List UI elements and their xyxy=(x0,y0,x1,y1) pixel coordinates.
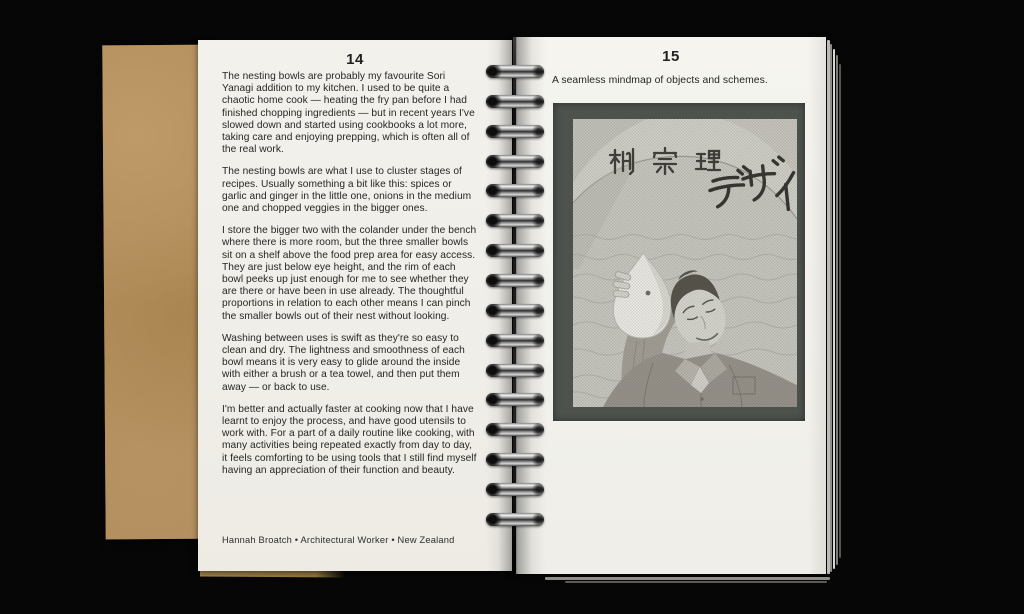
book-cover-photo xyxy=(573,119,797,407)
binder-ring xyxy=(486,393,544,406)
essay-paragraph: Washing between uses is swift as they're so easy to clean and dry. The lightness and smoothness of each bowl means it is very easy to glide around the inside with either a brush or a tea towel, and then put them away — or back to use. xyxy=(222,332,465,393)
left-page xyxy=(198,40,512,571)
binder-ring xyxy=(486,125,544,138)
binder-ring xyxy=(486,244,544,257)
page-stack-edge xyxy=(833,49,836,569)
spiral-binding xyxy=(486,65,544,535)
page-stack-edge xyxy=(830,44,832,572)
binder-ring xyxy=(486,483,544,496)
photo-caption: A seamless mindmap of objects and schemes. xyxy=(552,75,768,86)
binder-ring xyxy=(486,184,544,197)
essay-paragraph: The nesting bowls are what I use to cluster stages of recipes. Usually something a bit like this: spices or garlic and ginger in the little one, onions in the medium one and chopped veggies in the bigger ones. xyxy=(222,166,472,215)
author-byline: Hannah Broatch • Architectural Worker • New Zealand xyxy=(222,535,455,545)
photo-frame xyxy=(553,103,805,421)
binder-ring xyxy=(486,513,544,526)
page-stack-bottom-edge xyxy=(545,577,830,580)
essay-paragraph: I'm better and actually faster at cooking now that I have learnt to enjoy the process, and have good utensils to work with. For a part of a daily routine like cooking, with many activities being repeated exactly from day to day, it feels comforting to be using tools that I still find myself having an appreciation of their function and beauty. xyxy=(222,403,477,476)
binder-ring xyxy=(486,65,544,78)
right-page xyxy=(516,37,826,574)
binder-ring xyxy=(486,274,544,287)
binder-ring xyxy=(486,155,544,168)
essay-text xyxy=(222,71,479,487)
binder-ring xyxy=(486,453,544,466)
binder-ring xyxy=(486,423,544,436)
right-page-number: 15 xyxy=(662,48,680,65)
binder-ring xyxy=(486,304,544,317)
essay-paragraph: The nesting bowls are probably my favourite Sori Yanagi addition to my kitchen. I used to be quite a chaotic home cook — heating the fry pan before I had finished chopping ingredients — but in recent years I've slowed down and started using cookbooks a lot more, taking care and enjoying prepping, which is often all of the real work. xyxy=(222,71,475,156)
page-stack-edge xyxy=(836,55,838,565)
page-stack-bottom-edge xyxy=(565,581,827,583)
essay-paragraph: I store the bigger two with the colander under the bench where there is more room, but the three smaller bowls sit on a shelf above the food prep area for easy access. They are just below eye height, and the rim of each bowl peeks up just enough for me to see whether they are there or have been in use already. The thoughtful proportions in relation to each other means I can pinch the smaller bowls out of their nest without looking. xyxy=(222,225,477,322)
page-stack-edge xyxy=(839,64,841,558)
left-page-number: 14 xyxy=(346,51,364,68)
binder-ring xyxy=(486,364,544,377)
binder-ring xyxy=(486,214,544,227)
binder-ring xyxy=(486,334,544,347)
book-cover-illustration xyxy=(573,119,797,407)
binder-ring xyxy=(486,95,544,108)
